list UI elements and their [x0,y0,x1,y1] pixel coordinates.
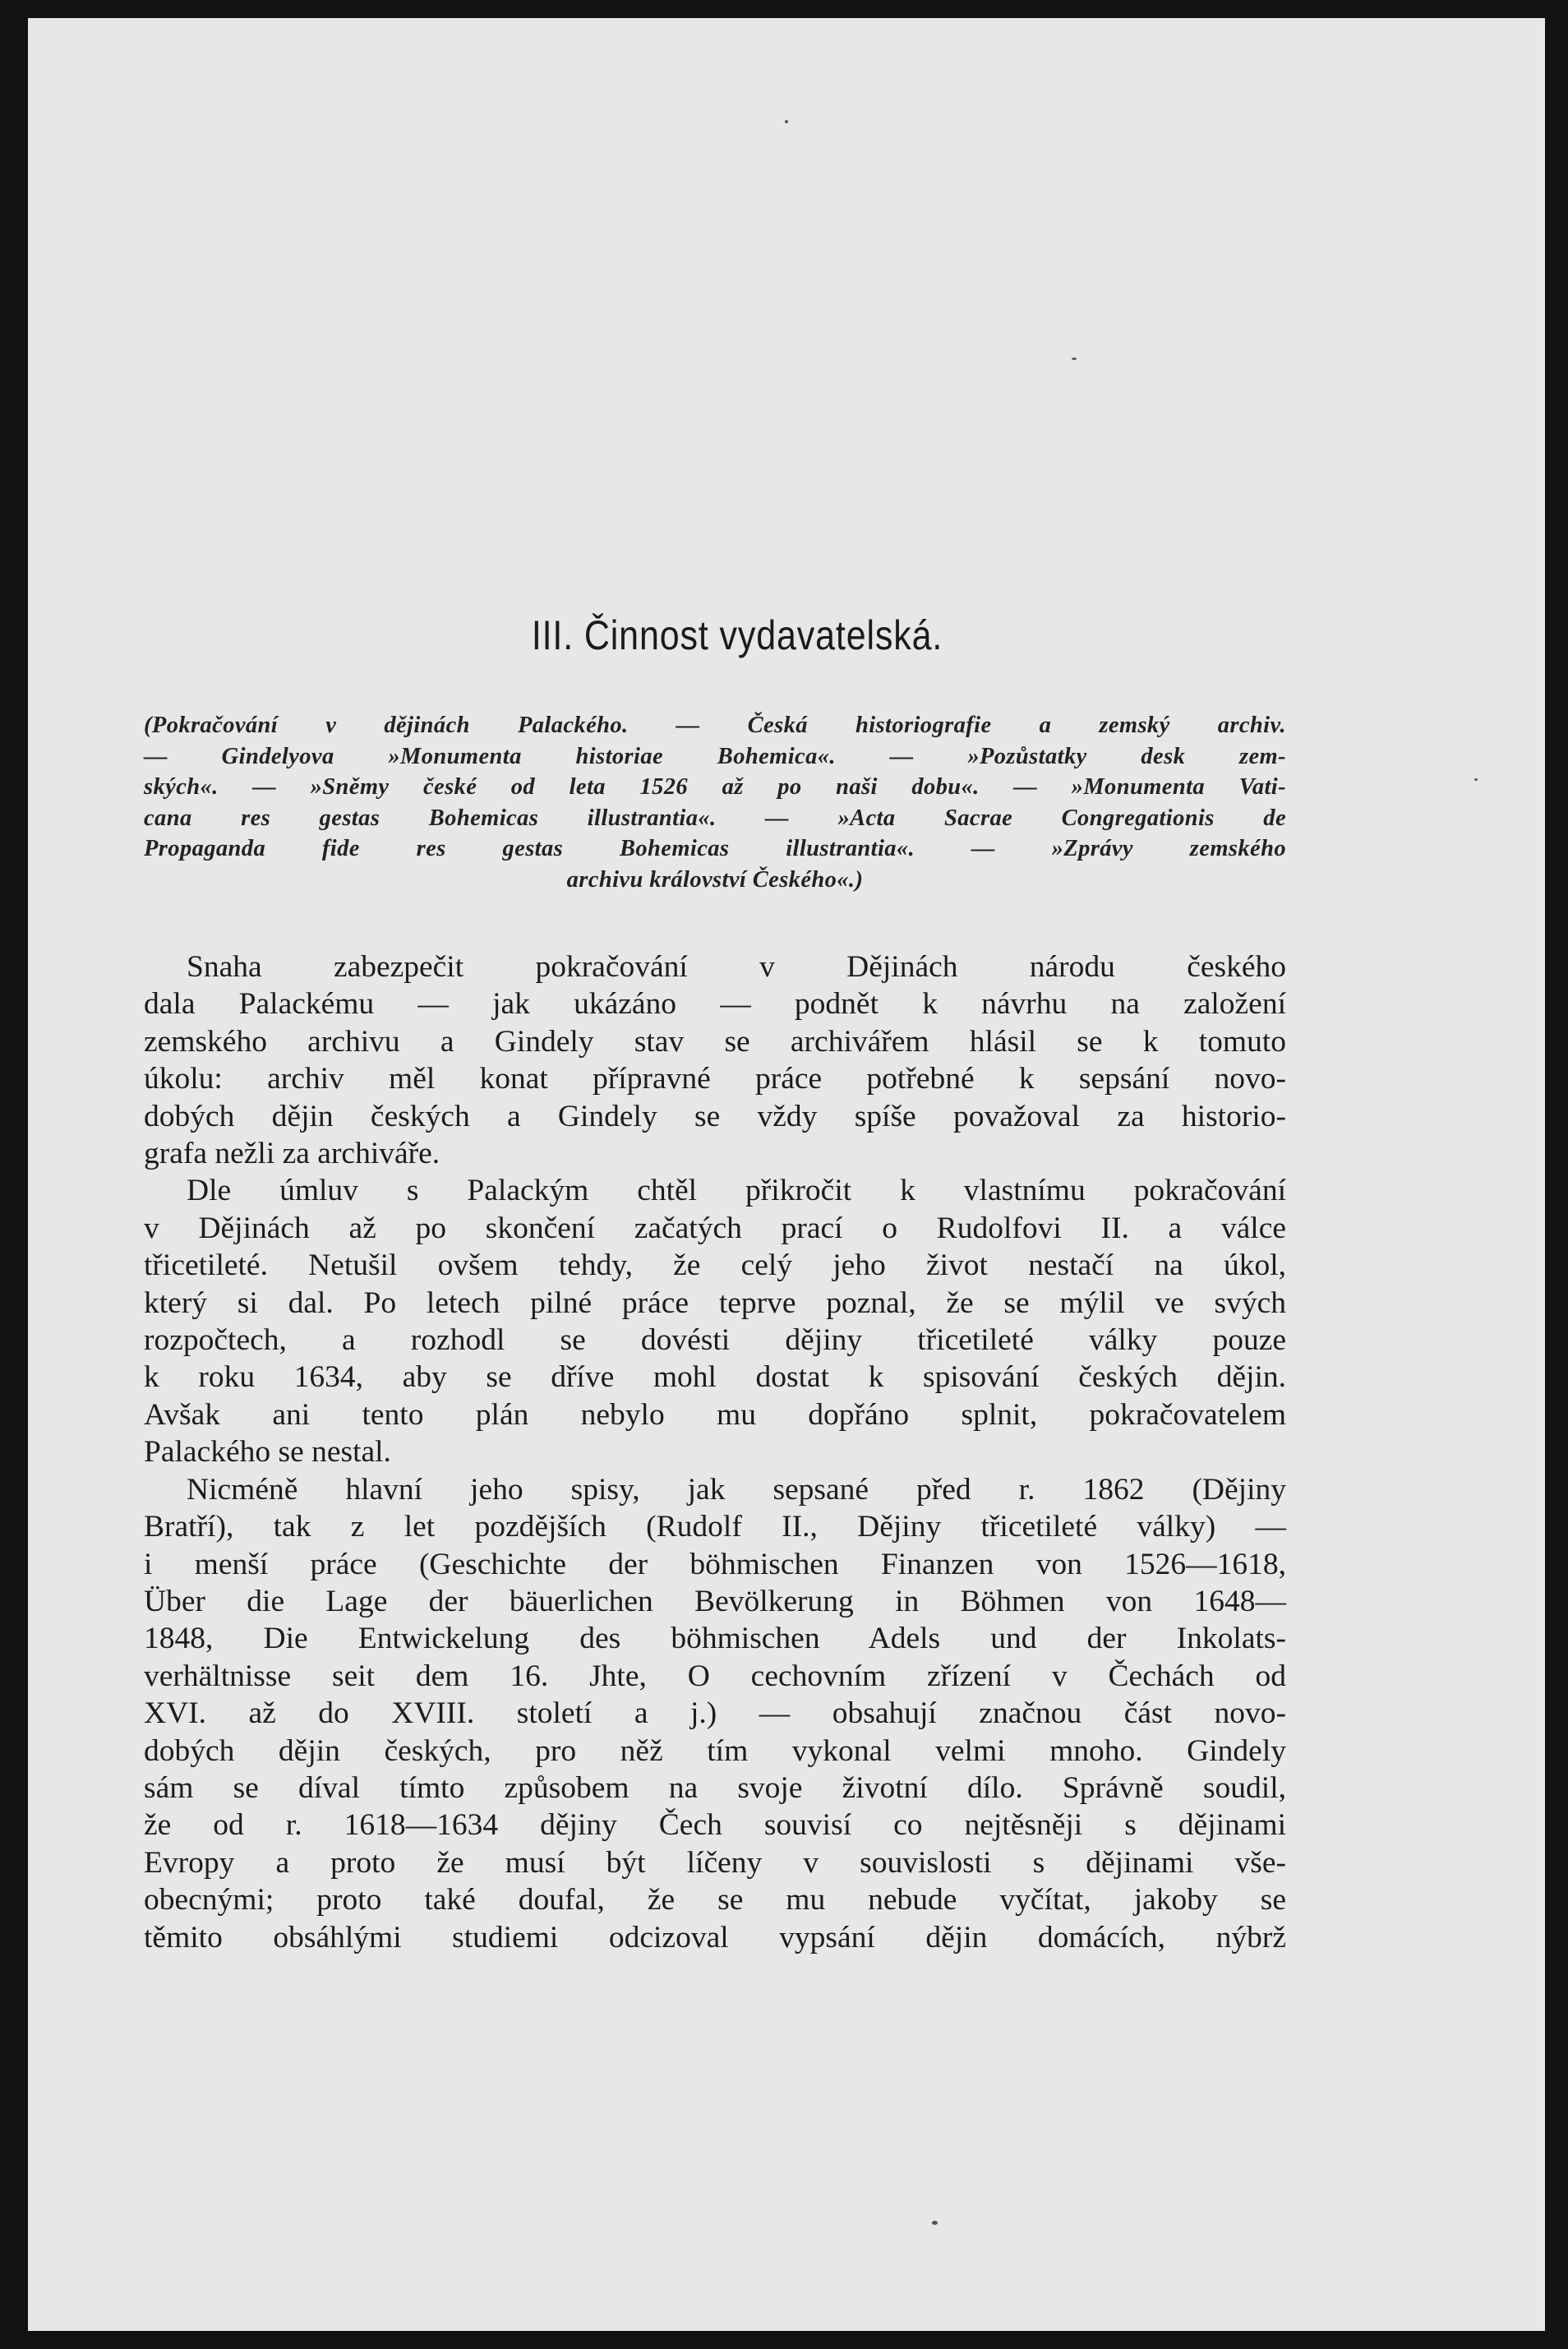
synopsis-line: ských«. — »Sněmy české od leta 1526 až po naši dobu«. — »Monumenta Vati- [144,774,1286,800]
paragraph-line: rozpočtech, a rozhodl se dovésti dějiny třicetileté války pouze [144,1323,1286,1358]
paragraph-line: Palackého se nestal. [144,1435,391,1470]
body-text [144,948,1286,1956]
paragraph-line: Über die Lage der bäuerlichen Bevölkerung in Böhmen von 1648— [144,1584,1286,1618]
synopsis-line: Propaganda fide res gestas Bohemicas illustrantia«. — »Zprávy zemského [144,836,1286,861]
paragraph-line: dobých dějin českých, pro něž tím vykonal velmi mnoho. Gindely [144,1733,1286,1768]
paragraph-line: dobých dějin českých a Gindely se vždy spíše považoval za historio- [144,1099,1286,1133]
paragraph-line: obecnými; proto také doufal, že se mu nebude vyčítat, jakoby se [144,1883,1286,1918]
scanned-page [28,18,1545,2331]
paragraph-line: Bratří), tak z let pozdějších (Rudolf II., Dějiny třicetileté války) — [144,1510,1286,1544]
paragraph-line: zemského archivu a Gindely stav se archivářem hlásil se k tomuto [144,1024,1286,1059]
paragraph-line: že od r. 1618—1634 dějiny Čech souvisí co nejtěsněji s dějinami [144,1808,1286,1843]
paragraph-line: verhältnisse seit dem 16. Jhte, O cechovním zřízení v Čechách od [144,1659,1286,1693]
synopsis-line: (Pokračování v dějinách Palackého. — Česká historiografie a zemský archiv. [144,713,1286,738]
paragraph-line: k roku 1634, aby se dříve mohl dostat k spisování českých dějin. [144,1360,1286,1395]
paragraph [144,1172,1286,1470]
paragraph-line: i menší práce (Geschichte der böhmischen Finanzen von 1526—1618, [144,1547,1286,1581]
paragraph-line: třicetileté. Netušil ovšem tehdy, že celý jeho život nestačí na úkol, [144,1248,1286,1283]
paragraph-line: XVI. až do XVIII. století a j.) — obsahují značnou část novo- [144,1696,1286,1731]
section-heading: III. Činnost vydavatelská. [531,612,943,658]
paragraph-line: Dle úmluv s Palackým chtěl přikročit k vlastnímu pokračování [187,1174,1286,1208]
paragraph-line: těmito obsáhlými studiemi odcizoval vypsání dějin domácích, nýbrž [144,1920,1286,1954]
paragraph-line: který si dal. Po letech pilné práce teprve poznal, že se mýlil ve svých [144,1285,1286,1320]
paragraph-line: v Dějinách až po skončení začatých prací o Rudolfovi II. a válce [144,1211,1286,1245]
paragraph-line: Avšak ani tento plán nebylo mu dopřáno splnit, pokračovatelem [144,1397,1286,1432]
synopsis-line: archivu království Českého«.) [566,866,864,893]
paragraph-line: dala Palackému — jak ukázáno — podnět k návrhu na založení [144,987,1286,1022]
paragraph [144,948,1286,1172]
paragraph-line: Evropy a proto že musí být líčeny v souvislosti s dějinami vše- [144,1845,1286,1880]
paragraph-line: sám se díval tímto způsobem na svoje životní dílo. Správně soudil, [144,1770,1286,1805]
paragraph-line: grafa nežli za archiváře. [144,1137,440,1171]
paragraph-line: Snaha zabezpečit pokračování v Dějinách národu českého [187,950,1286,984]
scan-speck [932,2221,938,2225]
paragraph-line: 1848, Die Entwickelung des böhmischen Adels und der Inkolats- [144,1622,1286,1656]
scan-speck [1072,358,1077,360]
paragraph-line: úkolu: archiv měl konat přípravné práce potřebné k sepsání novo- [144,1062,1286,1096]
paragraph [144,1471,1286,1956]
synopsis-line: cana res gestas Bohemicas illustrantia«. — »Acta Sacrae Congregationis de [144,805,1286,831]
scan-speck [785,120,788,123]
scan-speck [1474,778,1478,781]
paragraph-line: Nicméně hlavní jeho spisy, jak sepsané před r. 1862 (Dějiny [187,1472,1286,1507]
synopsis-line: — Gindelyova »Monumenta historiae Bohemica«. — »Pozůstatky desk zem- [144,743,1286,769]
section-synopsis [144,710,1286,895]
